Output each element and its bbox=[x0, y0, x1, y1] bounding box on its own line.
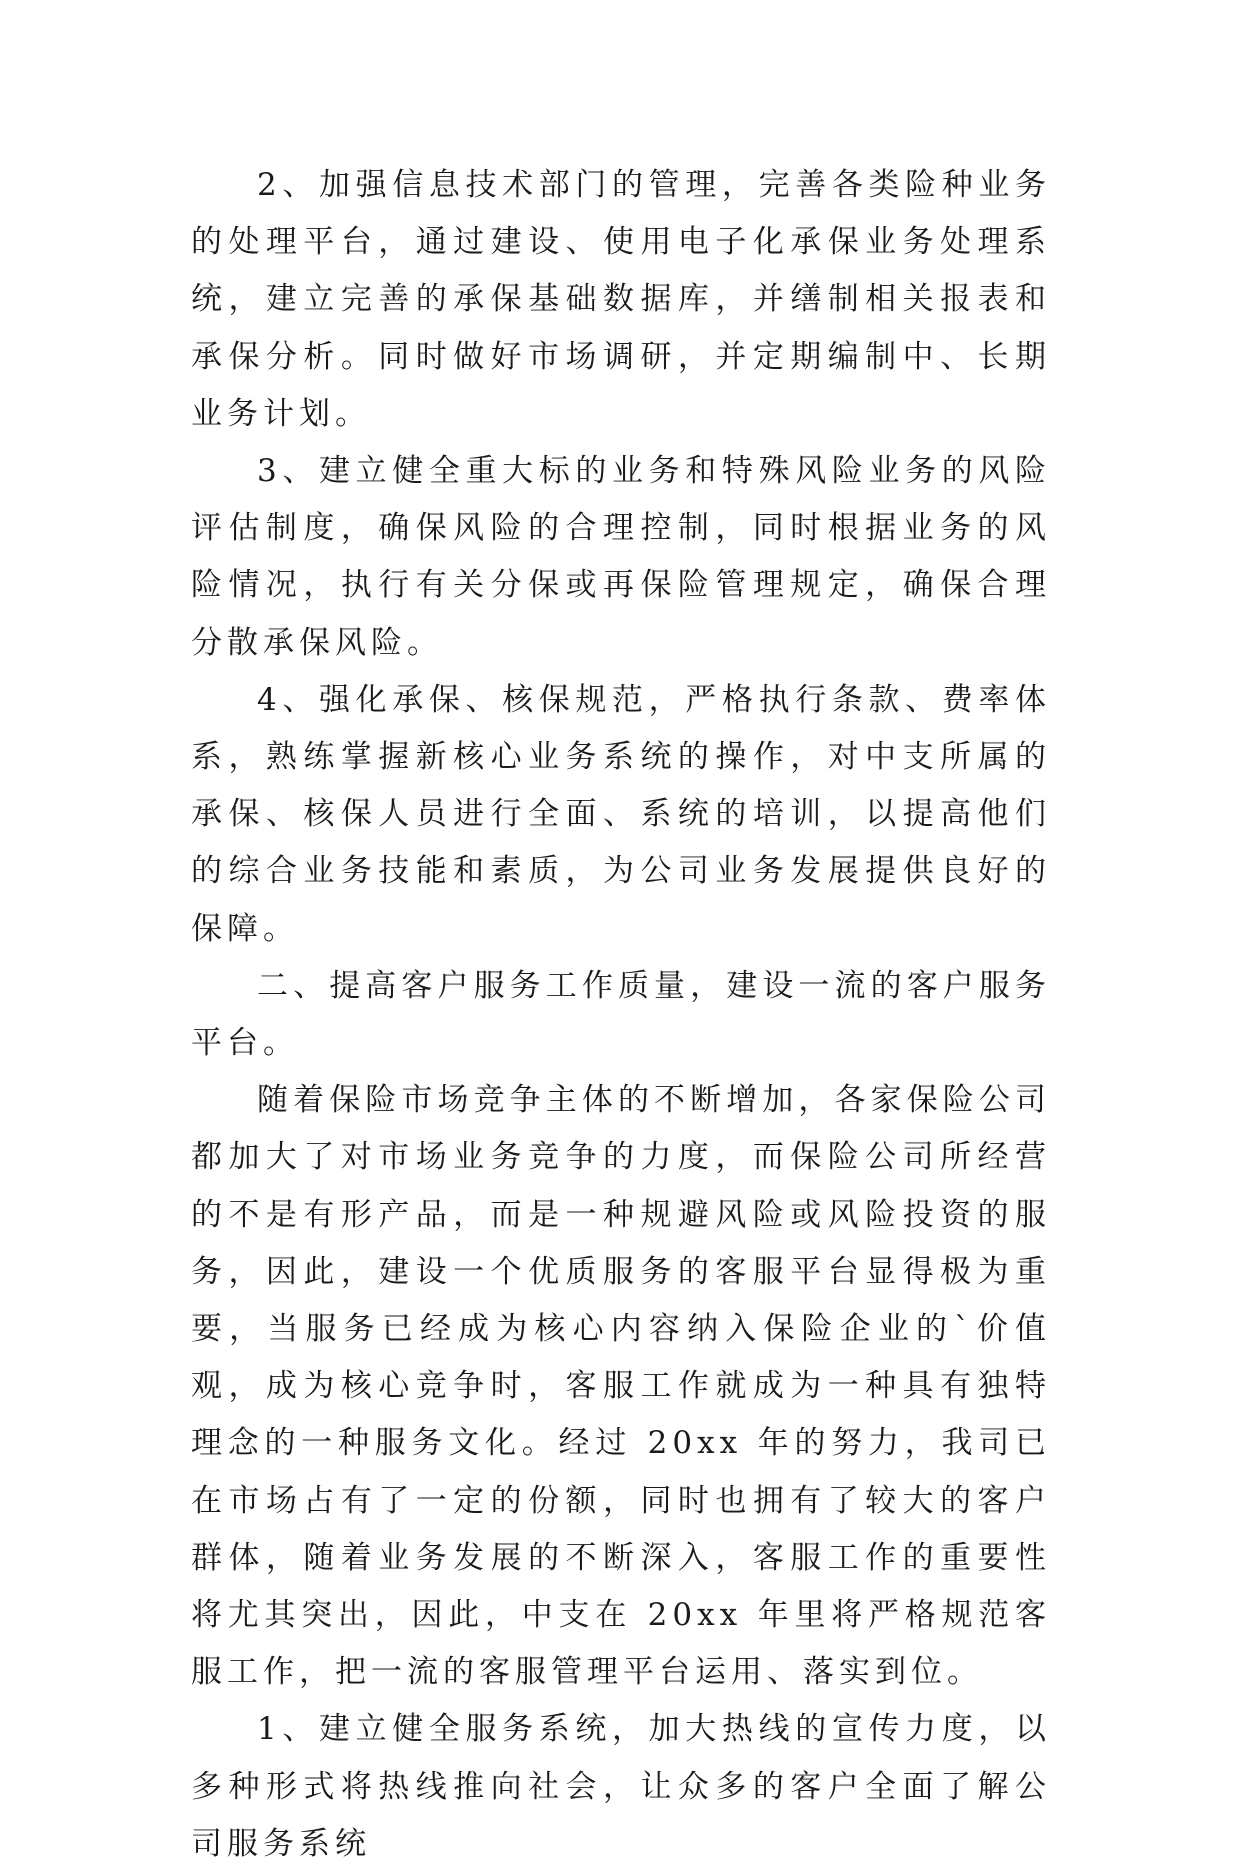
paragraph-risk-assessment: 3、建立健全重大标的业务和特殊风险业务的风险评估制度，确保风险的合理控制，同时根据业务的风险情况，执行有关分保或再保险管理规定，确保合理分散承保风险。 bbox=[191, 453, 1051, 661]
paragraph-service-system: 1、建立健全服务系统，加大热线的宣传力度，以多种形式将热线推向社会，让众多的客户全面了解公司服务系统 bbox=[191, 1711, 1051, 1862]
paragraph-underwriting-it: 2、加强信息技术部门的管理，完善各类险种业务的处理平台，通过建设、使用电子化承保业务处理系统，建立完善的承保基础数据库，并缮制相关报表和承保分析。同时做好市场调研，并定期编制中、长期业务计划。 bbox=[191, 167, 1051, 432]
paragraph-underwriting-training: 4、强化承保、核保规范，严格执行条款、费率体系，熟练掌握新核心业务系统的操作，对中支所属的承保、核保人员进行全面、系统的培训，以提高他们的综合业务技能和素质，为公司业务发展提供良好的保障。 bbox=[191, 681, 1051, 947]
document-body bbox=[191, 157, 1051, 1873]
section-heading-customer-service: 二、提高客户服务工作质量，建设一流的客户服务平台。 bbox=[191, 967, 1051, 1062]
paragraph-service-culture: 随着保险市场竞争主体的不断增加，各家保险公司都加大了对市场业务竞争的力度，而保险公司所经营的不是有形产品，而是一种规避风险或风险投资的服务，因此，建设一个优质服务的客服平台显得极为重要，当服务已经成为核心内容纳入保险企业的`价值观，成为核心竞争时，客服工作就成为一种具有独特理念的一种服务文化。经过 20xx 年的努力，我司已在市场占有了一定的份额，同时也拥有了较大的客户群体，随着业务发展的不断深入，客服工作的重要性将尤其突出，因此，中支在 20xx 年里将严格规范客服工作，把一流的客服管理平台运用、落实到位。 bbox=[191, 1082, 1051, 1691]
